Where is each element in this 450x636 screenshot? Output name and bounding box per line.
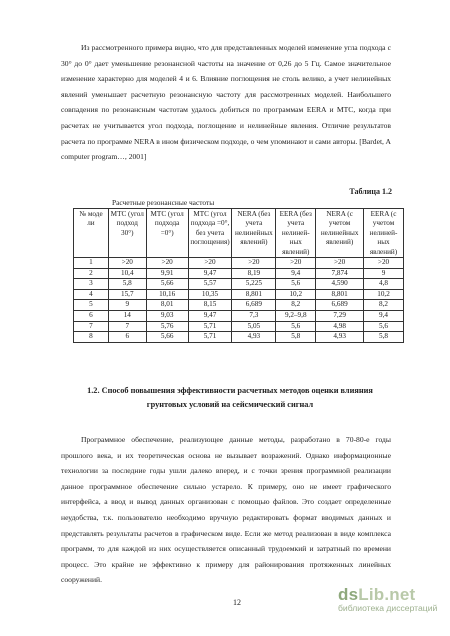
table-cell: 8,801 [232,289,276,300]
table-cell: 5,8 [364,332,404,343]
table-cell: 5,57 [188,279,232,290]
table-cell: 8,2 [276,300,316,311]
table-cell: 5,6 [276,279,316,290]
table-cell: >20 [232,258,276,269]
table-cell: 5 [74,300,109,311]
table-cell: >20 [188,258,232,269]
table-cell: 8,15 [188,300,232,311]
table-cell: 8 [74,332,109,343]
header-mts-0-no-absorption: МТС (угол подхода =0°, без учета поглощения) [188,209,232,258]
section-heading: 1.2. Способ повышения эффективности расчетных методов оценки влияния грунтовых условий на сейсмический сигнал [87,386,373,409]
table-cell: 5,76 [146,321,188,332]
table-cell: 6,689 [316,300,364,311]
table-row [74,321,404,332]
table-cell: 4,93 [316,332,364,343]
table-cell: 10,2 [364,289,404,300]
header-nera-linear: NERA (без учета нелинейных явлений) [232,209,276,258]
table-cell: 3 [74,279,109,290]
table-cell: >20 [108,258,146,269]
table-cell: 9,2–9,8 [276,311,316,322]
header-mts-30: МТС (угол подход 30°) [108,209,146,258]
table-cell: >20 [364,258,404,269]
table-cell: 6 [74,311,109,322]
table-cell: 10,35 [188,289,232,300]
table-cell: 10,16 [146,289,188,300]
table-cell: 5,6 [276,321,316,332]
table-cell: >20 [276,258,316,269]
table-cell: 4 [74,289,109,300]
table-cell: 4,93 [232,332,276,343]
table-row [74,279,404,290]
table-cell: 7 [108,321,146,332]
table-row [74,300,404,311]
paragraph-intro: Из рассмотренного примера видно, что для представленных моделей изменение угла подхода с 30° до 0° дает уменьшение резонансной частоты на значение от 0,26 до 5 Гц. Самое значительное изменение характерно для моделей 4 и 6. Влияние поглощения не столь велико, а учет нелинейных явлений уменьшает расчетную резонансную частоту для рассмотренных моделей. Наибольшего совпадения по резонансным частотам удалось добиться по программам EERA и МТС, когда при расчетах не учитывается угол подхода, поглощение и нелинейные явления. Отличие результатов расчета по программе NERA в ином физическом подходе, о чем упоминают и сами авторы. [Bardet, A computer program…, 2001] [61,43,391,162]
watermark-subtitle: библиотека диссертаций [338,603,438,613]
table-cell: 9 [364,268,404,279]
table-cell: 8,01 [146,300,188,311]
table-cell: 5,66 [146,279,188,290]
table-cell: 5,66 [146,332,188,343]
table-cell: 7,874 [316,268,364,279]
table-cell: >20 [316,258,364,269]
table-cell: 10,4 [108,268,146,279]
resonance-frequency-table [73,208,404,343]
table-cell: 2 [74,268,109,279]
table-cell: 4,8 [364,279,404,290]
table-cell: 9,4 [364,311,404,322]
table-cell: 5,8 [276,332,316,343]
table-cell: 9,47 [188,311,232,322]
table-cell: 9,47 [188,268,232,279]
header-eera-nonlinear: EERA (с учетом нелинейных явлений) [364,209,404,258]
table-cell: 5,6 [364,321,404,332]
table-cell: 5,71 [188,321,232,332]
table-row [74,258,404,269]
table-cell: 6 [108,332,146,343]
table-cell: 8,801 [316,289,364,300]
table-cell: 7 [74,321,109,332]
table-cell: 15,7 [108,289,146,300]
table-title: Расчетные резонансные частоты [112,198,215,207]
table-cell: 14 [108,311,146,322]
watermark-logo [338,585,437,613]
table-cell: 10,2 [276,289,316,300]
header-mts-0: МТС (угол подхода =0°) [146,209,188,258]
table-cell: 9 [108,300,146,311]
header-model-number: № моде ли [74,209,109,258]
table-cell: 8,2 [364,300,404,311]
paragraph-software: Программное обеспечение, реализующее данные методы, разработано в 70-80-е годы прошлого века, и их теоретическая основа не вызывает возражений. Однако информационные технологии за последние годы ушли далеко вперед, и с точки зрения программной реализации данное программное обеспечение сильно устарело. К примеру, оно не имеет графического интерфейса, а ввод и вывод данных организован с помощью файлов. Это создает определенные неудобства, т.к. пользователю необходимо вручную редактировать формат вводимых данных и представлять результаты расчетов в графическом виде. Если же метод реализован в виде комплекса программ, то для каждой из них осуществляется описанный трудоемкий и затратный по времени процесс. Это крайне не эффективно к примеру для районирования протяженных линейных сооружений. [61,435,391,585]
table-row [74,311,404,322]
table-cell: 5,05 [232,321,276,332]
table-cell: 5,225 [232,279,276,290]
table-caption: Таблица 1.2 [349,187,392,196]
table-cell: 5,71 [188,332,232,343]
table-cell: 8,19 [232,268,276,279]
table-cell: 1 [74,258,109,269]
table-cell: 9,4 [276,268,316,279]
table-header-row [74,209,404,258]
table-cell: 7,29 [316,311,364,322]
watermark-prefix: ds [338,585,359,604]
table-cell: 9,91 [146,268,188,279]
table-cell: >20 [146,258,188,269]
table-cell: 5,8 [108,279,146,290]
table-row [74,289,404,300]
table-row [74,332,404,343]
header-eera-linear: EERA (без учета нелинейных явлений) [276,209,316,258]
table-row [74,268,404,279]
table-cell: 6,689 [232,300,276,311]
table-cell: 9,03 [146,311,188,322]
page-number: 12 [233,598,241,607]
watermark-domain: Lib.net [358,585,416,604]
table-cell: 4,98 [316,321,364,332]
header-nera-nonlinear: NERA (с учетом нелинейных явлений) [316,209,364,258]
table-cell: 7,3 [232,311,276,322]
table-cell: 4,590 [316,279,364,290]
